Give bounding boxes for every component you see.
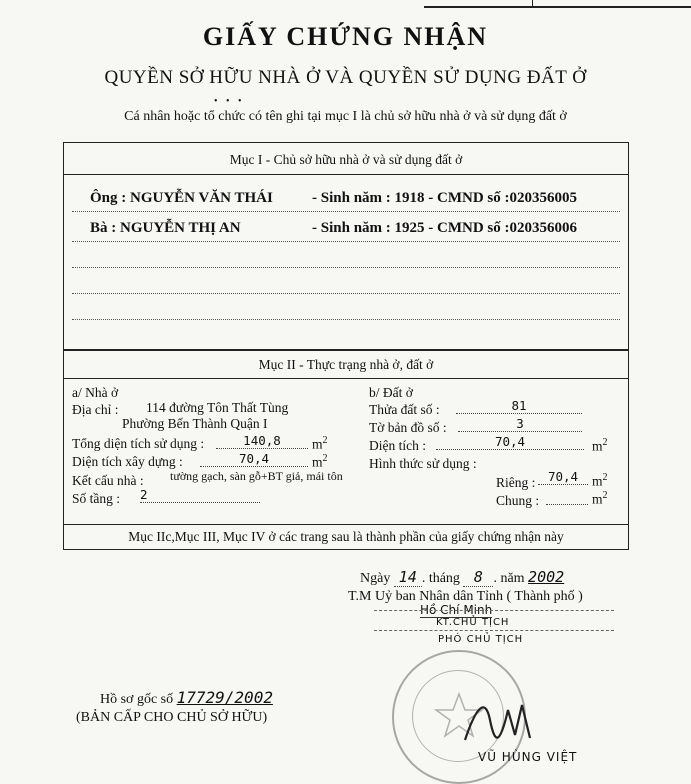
section1-heading: Mục I - Chủ sở hữu nhà ở và sử dụng đất ở xyxy=(229,152,463,167)
signature-scribble xyxy=(460,690,540,750)
private-value: 70,4 xyxy=(538,469,588,485)
section-footer xyxy=(63,524,629,550)
record-value: 17729/2002 xyxy=(176,688,273,707)
address-label: Địa chỉ : xyxy=(72,402,119,417)
address-line1: 114 đường Tôn Thất Tùng xyxy=(146,400,289,415)
shared-label: Chung : xyxy=(496,493,540,508)
build-area-value: 70,4 xyxy=(200,451,308,467)
kt-label: KT.CHỦ TỊCH xyxy=(436,617,510,628)
owner1-name: NGUYỄN VĂN THÁI xyxy=(130,190,273,206)
build-area-unit: $m^2$ xyxy=(312,453,328,470)
section-owners xyxy=(63,142,629,351)
owner1-birth-year: 1918 xyxy=(394,190,425,206)
year-label: . năm xyxy=(493,571,525,586)
top-frame-edge xyxy=(424,0,691,8)
owner2-prefix: Bà xyxy=(90,220,108,236)
floors-label: Số tầng : xyxy=(72,491,121,506)
land-area-label: Diện tích : xyxy=(369,438,426,453)
owner2-id-label: - CMND số : xyxy=(428,220,510,236)
total-area-value: 140,8 xyxy=(216,433,308,449)
structure-label: Kết cấu nhà : xyxy=(72,473,144,488)
owner1-id-number: 020356005 xyxy=(509,190,578,206)
date-month: 8 xyxy=(463,568,493,587)
map-value: 3 xyxy=(458,416,582,432)
date-year: 2002 xyxy=(528,568,565,586)
total-area-unit: $m^2$ xyxy=(312,435,328,452)
private-label: Riêng : xyxy=(496,475,536,490)
issue-date xyxy=(360,568,564,587)
intro-text: Cá nhân hoặc tổ chức có tên ghi tại mục I là chủ sở hữu nhà ở và sử dụng đất ở xyxy=(124,109,567,124)
date-day: 14 xyxy=(394,568,422,587)
address-line2: Phường Bến Thành Quận I xyxy=(122,416,268,431)
land-area-unit: $m^2$ xyxy=(592,437,608,454)
land-label: b/ Đất ở xyxy=(369,385,413,400)
owner2-birth-label: - Sinh năm : xyxy=(312,220,391,236)
house-label: a/ Nhà ở xyxy=(72,385,119,400)
land-area-value: 70,4 xyxy=(436,434,584,450)
record-label: Hồ sơ gốc số xyxy=(100,692,174,707)
owner-row-2 xyxy=(90,220,241,237)
signer-name: VŨ HÙNG VIỆT xyxy=(478,750,578,764)
floors-value: 2 xyxy=(140,487,260,503)
date-prefix: Ngày xyxy=(360,571,391,586)
certificate-title: GIẤY CHỨNG NHẬN xyxy=(202,22,489,51)
owner1-prefix: Ông : xyxy=(90,190,127,206)
structure-value: tường gạch, sàn gỗ+BT giả, mái tôn xyxy=(170,469,343,483)
section2-heading: Mục II - Thực trạng nhà ở, đất ở xyxy=(258,357,434,372)
plot-label: Thửa đất số : xyxy=(369,402,440,417)
total-area-label: Tổng diện tích sử dụng : xyxy=(72,436,205,451)
record-number xyxy=(100,688,273,708)
owner1-id-label: - CMND số : xyxy=(428,190,510,206)
role-label: PHÓ CHỦ TỊCH xyxy=(438,634,524,645)
section-footer-text: Mục IIc,Mục III, Mục IV ở các trang sau là thành phần của giấy chứng nhận này xyxy=(128,529,564,544)
shared-unit: $m^2$ xyxy=(592,490,608,507)
authority: T.M Uỷ ban Nhân dân Tỉnh ( Thành phố ) xyxy=(348,589,583,604)
issued-to-owner: (BẢN CẤP CHO CHỦ SỞ HỮU) xyxy=(76,710,268,725)
month-label: . tháng xyxy=(421,571,460,586)
section-property xyxy=(63,349,629,525)
private-unit: $m^2$ xyxy=(592,472,608,489)
owner2-id-number: 020356006 xyxy=(509,220,578,236)
use-form-label: Hình thức sử dụng : xyxy=(369,456,477,471)
owner-row-1 xyxy=(90,190,273,207)
owner2-name: : NGUYỄN THỊ AN xyxy=(111,220,241,236)
owner2-birth-year: 1925 xyxy=(394,220,425,236)
city-name: Hồ Chí Minh xyxy=(420,603,493,617)
owner2-birth xyxy=(312,220,577,237)
owner1-birth-label: - Sinh năm : xyxy=(312,190,391,206)
map-label: Tờ bản đồ số : xyxy=(369,420,447,435)
owner1-birth xyxy=(312,190,577,207)
build-area-label: Diện tích xây dựng : xyxy=(72,454,183,469)
ink-marks: • • • xyxy=(214,96,245,107)
plot-value: 81 xyxy=(456,398,582,414)
certificate-subtitle: QUYỀN SỞ HỮU NHÀ Ở VÀ QUYỀN SỬ DỤNG ĐẤT Ở xyxy=(104,67,587,88)
shared-value xyxy=(546,490,588,505)
